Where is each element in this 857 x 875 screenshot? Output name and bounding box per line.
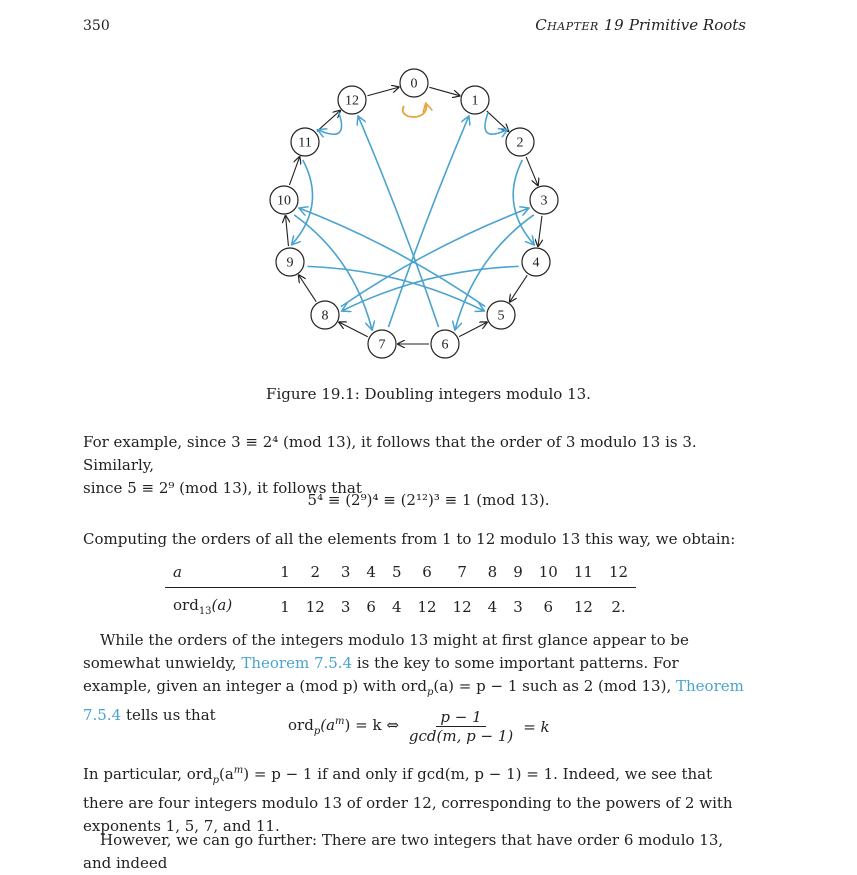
paragraph-2: Computing the orders of all the elements from 1 to 12 modulo 13 this way, we obtain: [83,530,736,548]
node-12 [338,86,366,114]
table-cell-a: 11 [566,561,601,588]
theorem-link-1[interactable]: Theorem 7.5.4 [241,654,353,672]
eq2-ord: ord [288,716,314,734]
p3-text-d: tells us that [121,706,216,724]
p4-sub: p [212,775,219,786]
node-5 [487,301,515,329]
node-label: 8 [321,308,329,324]
cycle-edge [487,111,509,131]
table-cell-a: 5 [384,561,410,588]
cycle-edge [538,216,542,246]
table-cell-a: 2 [298,561,333,588]
orders-table [165,561,636,619]
node-label: 9 [286,255,294,271]
table-cell-order: 6 [543,597,554,616]
eq2-right: = k [523,717,550,736]
table-cell-a: 12 [601,561,636,588]
doubling-edge [318,112,341,134]
table-row [165,588,636,620]
paragraph-1 [83,431,748,500]
node-label: 11 [298,135,312,151]
doubling-edge [341,208,528,306]
table-cell-a: 8 [480,561,506,588]
p4-sup: m [233,765,244,776]
row-label-a: a [165,561,272,588]
equation-2 [288,708,550,745]
table-row [165,561,636,588]
paragraph-4 [83,759,748,838]
node-0 [400,69,428,97]
equation-1: 5⁴ ≡ (2⁹)⁴ ≡ (2¹²)³ ≡ 1 (mod 13). [307,491,550,509]
table-cell-order: 1 [280,597,290,616]
node-label: 6 [441,337,449,353]
chapter-title: Primitive Roots [628,16,746,34]
p3-text-a: While the orders of the integers modulo 13 might at first glance appear to be somewhat unwieldy, [83,631,689,672]
node-label: 7 [378,337,386,353]
eq2-left [288,716,399,737]
p3-text-c: (a) = p − 1 such as 2 (mod 13), [433,677,676,695]
p1-line2: since 5 ≡ 2⁹ (mod 13), it follows that [83,479,362,497]
table-cell-order: 3 [340,597,351,616]
cycle-edge [429,87,459,95]
eq2-sup: m [335,716,345,727]
ord-text: ord [173,596,199,614]
table-cell-a: 9 [505,561,531,588]
node-label: 4 [532,255,540,271]
cycle-edge [459,322,487,336]
node-8 [311,301,339,329]
table-cell-order: 6 [366,597,376,616]
eq2-mid: (a [320,716,336,734]
chapter-label: Chapter 19 [535,16,625,34]
cycle-edge [289,157,299,185]
node-label: 12 [345,93,359,109]
cycle-edge [286,216,289,246]
table-cell-order: 12 [452,597,472,616]
eq2-sub: p [313,726,321,737]
doubling-edge [485,112,507,134]
node-9 [276,248,304,276]
cycle-edge [339,322,367,336]
ord-arg: (a) [211,596,233,614]
node-7 [368,330,396,358]
table-cell-order: 12 [305,597,325,616]
table-cell-a: 4 [358,561,384,588]
cycle-edge [299,275,316,301]
table-cell-a: 6 [409,561,444,588]
node-1 [461,86,489,114]
eq2-after: ) = k ⇔ [344,716,399,734]
node-label: 2 [516,135,524,151]
node-label: 5 [497,308,505,324]
ord-sub: 13 [198,606,212,617]
page-number: 350 [83,18,110,34]
table-cell-order: 4 [487,597,498,616]
p3-sub: p [426,687,434,698]
node-2 [506,128,534,156]
theorem-link-2[interactable]: Theorem 7.5.4 [83,677,744,724]
node-11 [291,128,319,156]
cycle-edge [510,275,527,301]
node-label: 3 [540,193,548,209]
p4-text-a: In particular, ord [83,765,213,783]
paragraph-5: However, we can go further: There are two integers that have order 6 modulo 13, and indeed [83,831,724,872]
table-cell-order: 3 [513,597,523,616]
table-cell-a: 7 [445,561,480,588]
p3-text-b: is the key to some important patterns. For example, given an integer a (mod p) with ord [83,654,679,695]
p1-line1: For example, since 3 ≡ 2⁴ (mod 13), it follows that the order of 3 modulo 13 is 3. Similarly, [83,433,697,474]
table-cell-a: 1 [272,561,298,588]
node-6 [431,330,459,358]
cycle-edge [367,87,398,96]
node-3 [530,186,558,214]
table-cell-order: 12 [417,597,437,616]
self-loop-arrow [403,104,427,117]
doubling-diagram [0,0,857,380]
table-cell-order: 2. [611,597,626,616]
table-cell-a: 10 [531,561,566,588]
row-label-ord [165,588,272,620]
node-4 [522,248,550,276]
p4-text-b: (a [218,765,234,783]
eq2-numerator: p − 1 [436,708,485,727]
node-label: 1 [471,93,479,109]
doubling-edge [300,208,485,306]
p4-text-c: ) = p − 1 if and only if gcd(m, p − 1) = 1. Indeed, we see that there are four integers modulo 13 of order 12, corresponding to the powers of 2 with exponents 1, 5, 7, and 11. [83,765,733,835]
cycle-edge [317,111,340,132]
table-cell-order: 12 [573,597,593,616]
table-cell-a: 3 [333,561,359,588]
eq2-fraction [409,708,513,745]
eq2-denominator: gcd(m, p − 1) [408,727,514,745]
node-10 [270,186,298,214]
node-label: 0 [410,76,418,92]
table-cell-order: 4 [391,597,402,616]
cycle-edge [526,157,538,185]
figure-caption: Figure 19.1: Doubling integers modulo 13. [266,385,591,403]
node-label: 10 [277,193,291,209]
